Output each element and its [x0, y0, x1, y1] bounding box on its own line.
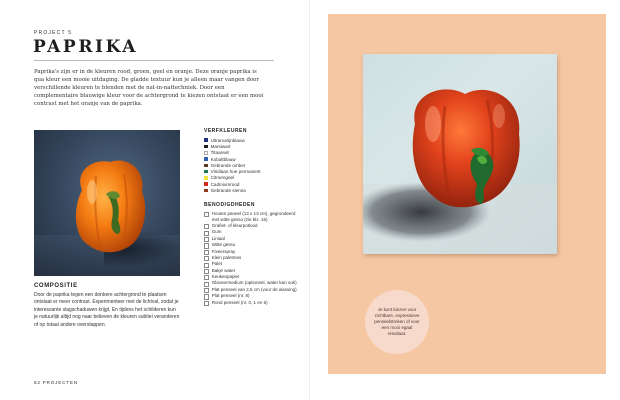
pepper-photo [34, 130, 180, 276]
project-label: PROJECT 5 [34, 30, 73, 36]
paint-colors-heading: VERFKLEUREN [204, 128, 248, 134]
color-swatch [204, 145, 208, 149]
checkbox-icon [204, 301, 209, 306]
paint-color-item: Citroengeel [204, 175, 304, 181]
supply-item: Bakje water [204, 268, 304, 274]
page-footer: 82 PROJECTEN [34, 380, 78, 385]
color-swatch [204, 157, 208, 161]
intro-paragraph: Paprika's zijn er in de kleuren rood, groen, geel en oranje. Deze oranje paprika is qua kleur een mooie uitdaging. De gladde textuur kun je alleen maar vangen door verschillende kleuren te blenden met de nat-in-nattechniek. Door een complementaire blauwige kleur voor de achtergrond te kiezen ontstaat er een mooi contrast met het oranje van de paprika. [34, 69, 264, 108]
paint-color-item: Gebrande sienna [204, 187, 304, 193]
paint-color-item: Kobaltblauw [204, 156, 304, 162]
checkbox-icon [204, 231, 209, 236]
supply-item: Grafiet- of kleurpotlood [204, 223, 304, 229]
color-swatch [204, 189, 208, 193]
supply-item: Houten paneel (13 x 13 cm), gegrondeerd met witte gesso (zie blz. 16) [204, 211, 304, 223]
color-swatch [204, 182, 208, 186]
supply-item: Liniaal [204, 236, 304, 242]
color-swatch [204, 176, 208, 180]
page-title: PAPRIKA [33, 37, 139, 57]
tip-bubble-text: Je kunt kiezen voor zichtbare, expressieve penseelstreken of voor een mooi egaal resultaat. [374, 307, 420, 336]
checkbox-icon [204, 212, 209, 217]
checkbox-icon [204, 288, 209, 293]
supply-item: Klein paletmes [204, 255, 304, 261]
checkbox-icon [204, 275, 209, 280]
paint-color-item: Gebrande omber [204, 162, 304, 168]
supply-item: Rond penseel (nr. 0, 1 en 6) [204, 300, 304, 306]
checkbox-icon [204, 224, 209, 229]
supply-item: Glaceermedium (optioneel, water kan ook) [204, 280, 304, 286]
checkbox-icon [204, 263, 209, 268]
checkbox-icon [204, 282, 209, 287]
checkbox-icon [204, 243, 209, 248]
checkbox-icon [204, 294, 209, 299]
checkbox-icon [204, 237, 209, 242]
supply-item: Plat penseel (nr. 8) [204, 293, 304, 299]
checkbox-icon [204, 256, 209, 261]
color-swatch [204, 164, 208, 168]
color-swatch [204, 138, 208, 142]
composition-heading: COMPOSITIE [34, 283, 78, 289]
materials-column [204, 128, 304, 306]
supply-item: Keukenpapier [204, 274, 304, 280]
pepper-painting-illustration [363, 54, 557, 254]
supplies-list [204, 211, 304, 306]
paint-color-item: Marsiwart [204, 143, 304, 149]
supply-item: Plat penseel van 2,5 cm (voor de wassing) [204, 287, 304, 293]
supply-item: Fixeerspray [204, 249, 304, 255]
supply-item: Palet [204, 261, 304, 267]
supply-item: Witte gesso [204, 242, 304, 248]
checkbox-icon [204, 269, 209, 274]
pepper-painting [363, 54, 557, 254]
color-swatch [204, 151, 208, 155]
paint-colors-list [204, 137, 304, 194]
title-divider [34, 60, 274, 61]
pepper-photo-illustration [34, 130, 180, 276]
paint-color-item: Cadmiumrood [204, 181, 304, 187]
tip-bubble [365, 290, 429, 354]
composition-text: Door de paprika tegen een donkere achtergrond te plaatsen ontstaat er meer contrast. Experimenteer met de lichtval, zodat je interessante slagschaduwen krijgt. En tijdens het schilderen kun je natuurlijk altijd nog naar believen de kleuren subtiel veranderen of op totaal andere overstappen. [34, 292, 180, 328]
supply-item: Gum [204, 229, 304, 235]
paint-color-item: Titaanwit [204, 150, 304, 156]
checkbox-icon [204, 250, 209, 255]
color-swatch [204, 170, 208, 174]
paint-color-item: Ultramarijnblauw [204, 137, 304, 143]
supplies-heading: BENODIGDHEDEN [204, 201, 255, 208]
paint-color-item: Viridiaan hue permanent [204, 168, 304, 174]
